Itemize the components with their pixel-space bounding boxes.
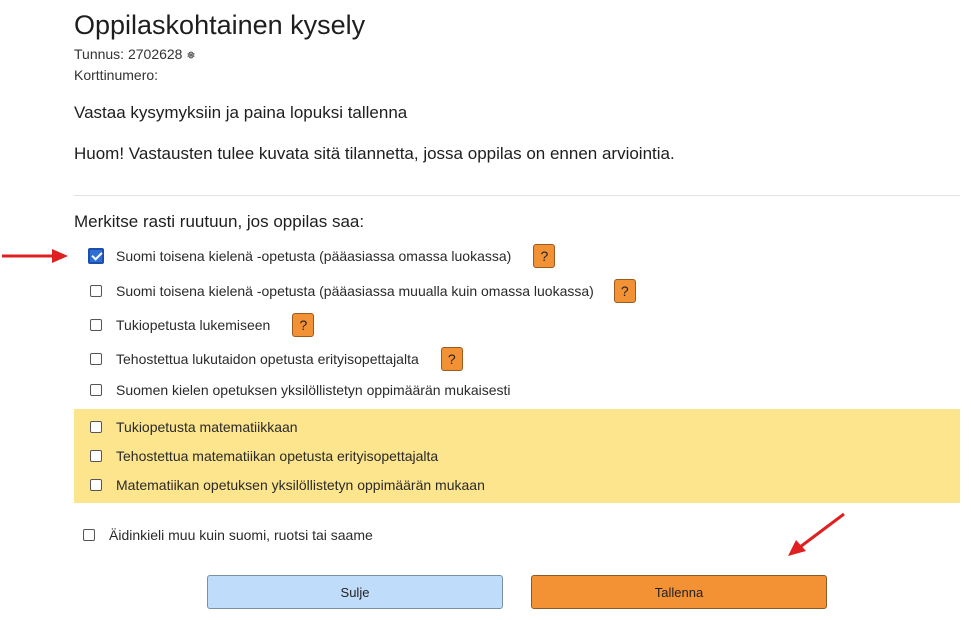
tunnus-row — [74, 46, 196, 62]
checkbox-intensified-reading[interactable] — [90, 353, 102, 365]
option-row — [74, 312, 314, 338]
help-button[interactable]: ? — [441, 347, 463, 371]
help-button[interactable]: ? — [533, 244, 555, 268]
option-label: Tehostettua matematiikan opetusta erityisopettajalta — [116, 448, 439, 464]
tunnus-label: Tunnus: 2702628 — [74, 46, 183, 62]
help-button[interactable]: ? — [614, 279, 636, 303]
help-button[interactable]: ? — [292, 313, 314, 337]
option-row — [67, 522, 373, 548]
notice-text: Huom! Vastausten tulee kuvata sitä tilannetta, jossa oppilas on ennen arviointia. — [74, 144, 675, 163]
checkbox-s2-other-class[interactable] — [90, 285, 102, 297]
option-row — [74, 472, 485, 498]
option-row — [74, 243, 555, 269]
divider — [74, 195, 960, 196]
checkbox-intensified-math[interactable] — [90, 450, 102, 462]
option-row — [74, 346, 463, 372]
section-label: Merkitse rasti ruutuun, jos oppilas saa: — [74, 212, 365, 231]
option-label: Äidinkieli muu kuin suomi, ruotsi tai saame — [109, 527, 373, 543]
korttinumero-label: Korttinumero: — [74, 67, 159, 83]
option-row — [74, 414, 298, 440]
snowflake-icon: ❅ — [186, 50, 196, 62]
option-row — [74, 377, 511, 403]
option-row — [74, 443, 438, 469]
checkbox-s2-own-class[interactable] — [88, 248, 104, 264]
checkbox-math-support[interactable] — [90, 421, 102, 433]
close-button[interactable]: Sulje — [207, 575, 503, 609]
checkbox-individualized-math[interactable] — [90, 479, 102, 491]
option-label: Suomi toisena kielenä -opetusta (pääasiassa muualla kuin omassa luokassa) — [116, 283, 594, 299]
checkbox-mother-tongue[interactable] — [83, 529, 95, 541]
checkbox-reading-support[interactable] — [90, 319, 102, 331]
option-label: Tukiopetusta matematiikkaan — [116, 419, 298, 435]
option-label: Suomen kielen opetuksen yksilöllistetyn oppimäärän mukaisesti — [116, 382, 511, 398]
option-label: Matematiikan opetuksen yksilöllistetyn oppimäärän mukaan — [116, 477, 485, 493]
instruction-text: Vastaa kysymyksiin ja paina lopuksi tallenna — [74, 103, 408, 122]
annotation-arrow-icon — [0, 246, 72, 266]
option-row — [74, 278, 636, 304]
page-title: Oppilaskohtainen kysely — [74, 10, 366, 40]
option-label: Tukiopetusta lukemiseen — [116, 317, 271, 333]
option-label: Tehostettua lukutaidon opetusta erityisopettajalta — [116, 351, 419, 367]
checkbox-individualized-finnish[interactable] — [90, 384, 102, 396]
option-label: Suomi toisena kielenä -opetusta (pääasiassa omassa luokassa) — [116, 248, 512, 264]
save-button[interactable]: Tallenna — [531, 575, 827, 609]
annotation-arrow-icon — [784, 510, 850, 558]
